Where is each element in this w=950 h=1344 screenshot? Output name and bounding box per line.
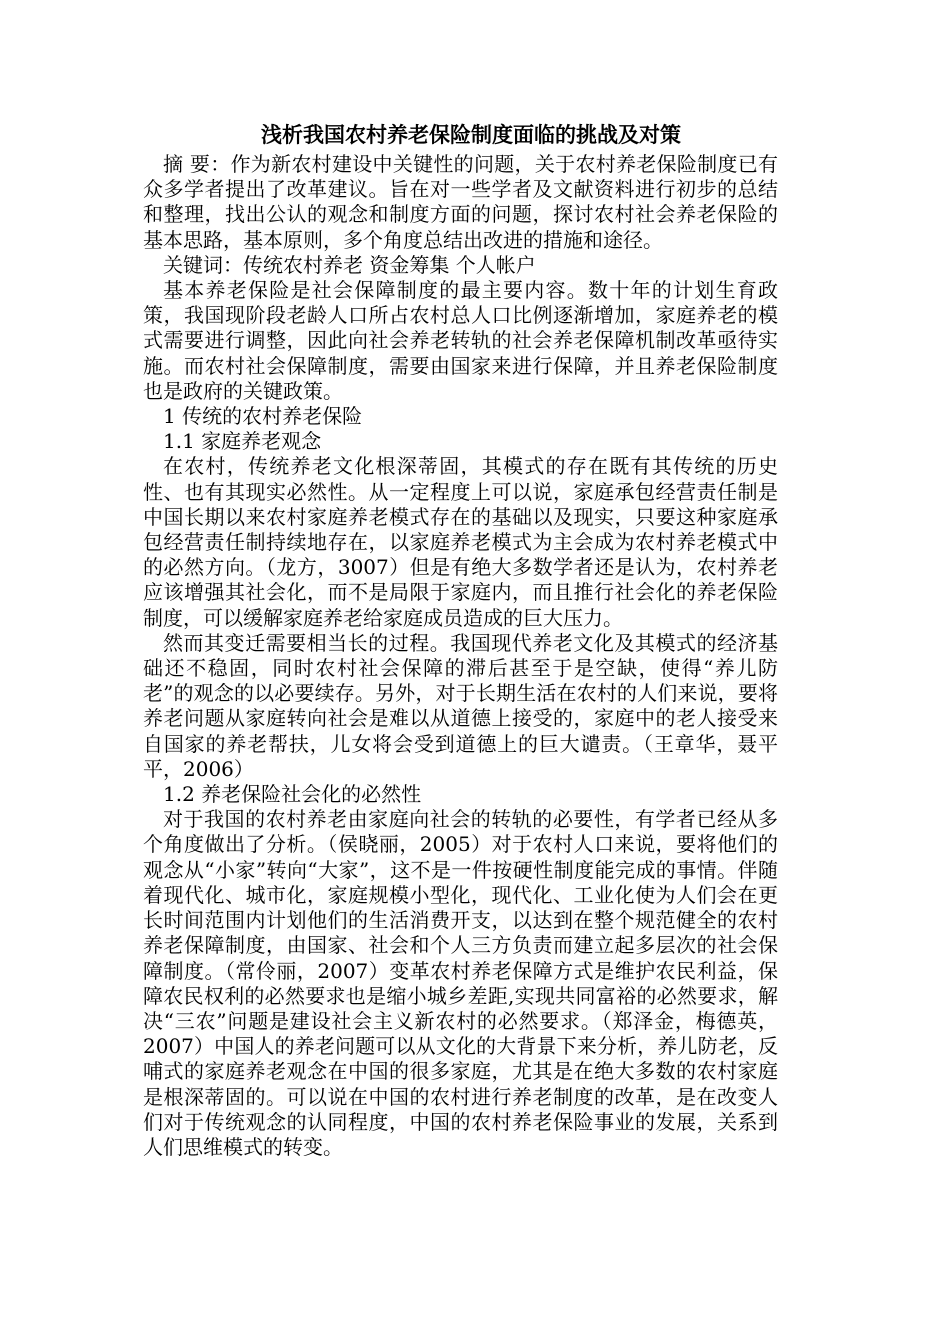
document-page bbox=[143, 120, 778, 1160]
intro-paragraph: 基本养老保险是社会保障制度的最主要内容。数十年的计划生育政策，我国现阶段老龄人口所占农村总人口比例逐渐增加，家庭养老的模式需要进行调整，因此向社会养老转轨的社会养老保障机制改革亟待实施。而农村社会保障制度，需要由国家来进行保障，并且养老保险制度也是政府的关键政策。 bbox=[143, 278, 778, 403]
section-1-heading: 1 传统的农村养老保险 bbox=[163, 404, 363, 429]
section-1-1-heading: 1.1 家庭养老观念 bbox=[163, 429, 322, 454]
abstract-paragraph: 摘 要：作为新农村建设中关键性的问题，关于农村养老保险制度已有众多学者提出了改革建议。旨在对一些学者及文献资料进行初步的总结和整理，找出公认的观念和制度方面的问题，探讨农村社会养老保险的基本思路，基本原则，多个角度总结出改进的措施和途径。 bbox=[143, 152, 778, 252]
document-title: 浅析我国农村养老保险制度面临的挑战及对策 bbox=[261, 123, 681, 147]
section-1-1-paragraph-2: 然而其变迁需要相当长的过程。我国现代养老文化及其模式的经济基础还不稳固，同时农村社会保障的滞后甚至于是空缺，使得“养儿防老”的观念的以必要续存。另外，对于长期生活在农村的人们来说，要将养老问题从家庭转向社会是难以从道德上接受的，家庭中的老人接受来自国家的养老帮扶，儿女将会受到道德上的巨大谴责。（王章华，聂平平，2006） bbox=[143, 630, 778, 781]
section-1-1-paragraph-1: 在农村，传统养老文化根深蒂固，其模式的存在既有其传统的历史性、也有其现实必然性。从一定程度上可以说，家庭承包经营责任制是中国长期以来农村家庭养老模式存在的基础以及现实，只要这种家庭承包经营责任制持续地存在，以家庭养老模式为主会成为农村养老模式中的必然方向。（龙方，3007）但是有绝大多数学者还是认为，农村养老应该增强其社会化，而不是局限于家庭内，而且推行社会化的养老保险制度，可以缓解家庭养老给家庭成员造成的巨大压力。 bbox=[143, 454, 778, 630]
section-1-2-heading: 1.2 养老保险社会化的必然性 bbox=[163, 782, 422, 807]
keywords-line: 关键词：传统农村养老 资金筹集 个人帐户 bbox=[163, 252, 536, 277]
section-1-2-paragraph-1: 对于我国的农村养老由家庭向社会的转轨的必要性，有学者已经从多个角度做出了分析。（侯晓丽，2005）对于农村人口来说，要将他们的观念从“小家”转向“大家”，这不是一件按硬性制度能完成的事情。伴随着现代化、城市化，家庭规模小型化，现代化、工业化使为人们会在更长时间范围内计划他们的生活消费开支，以达到在整个规范健全的农村养老保障制度，由国家、社会和个人三方负责而建立起多层次的社会保障制度。（常伶丽，2007）变革农村养老保障方式是维护农民利益，保障农民权利的必然要求也是缩小城乡差距,实现共同富裕的必然要求，解决“三农”问题是建设社会主义新农村的必然要求。（郑泽金，梅德英，2007）中国人的养老问题可以从文化的大背景下来分析，养儿防老，反哺式的家庭养老观念在中国的很多家庭，尤其是在绝大多数的农村家庭是根深蒂固的。可以说在中国的农村进行养老制度的改革，是在改变人们对于传统观念的认同程度，中国的农村养老保险事业的发展，关系到人们思维模式的转变。 bbox=[143, 807, 778, 1159]
